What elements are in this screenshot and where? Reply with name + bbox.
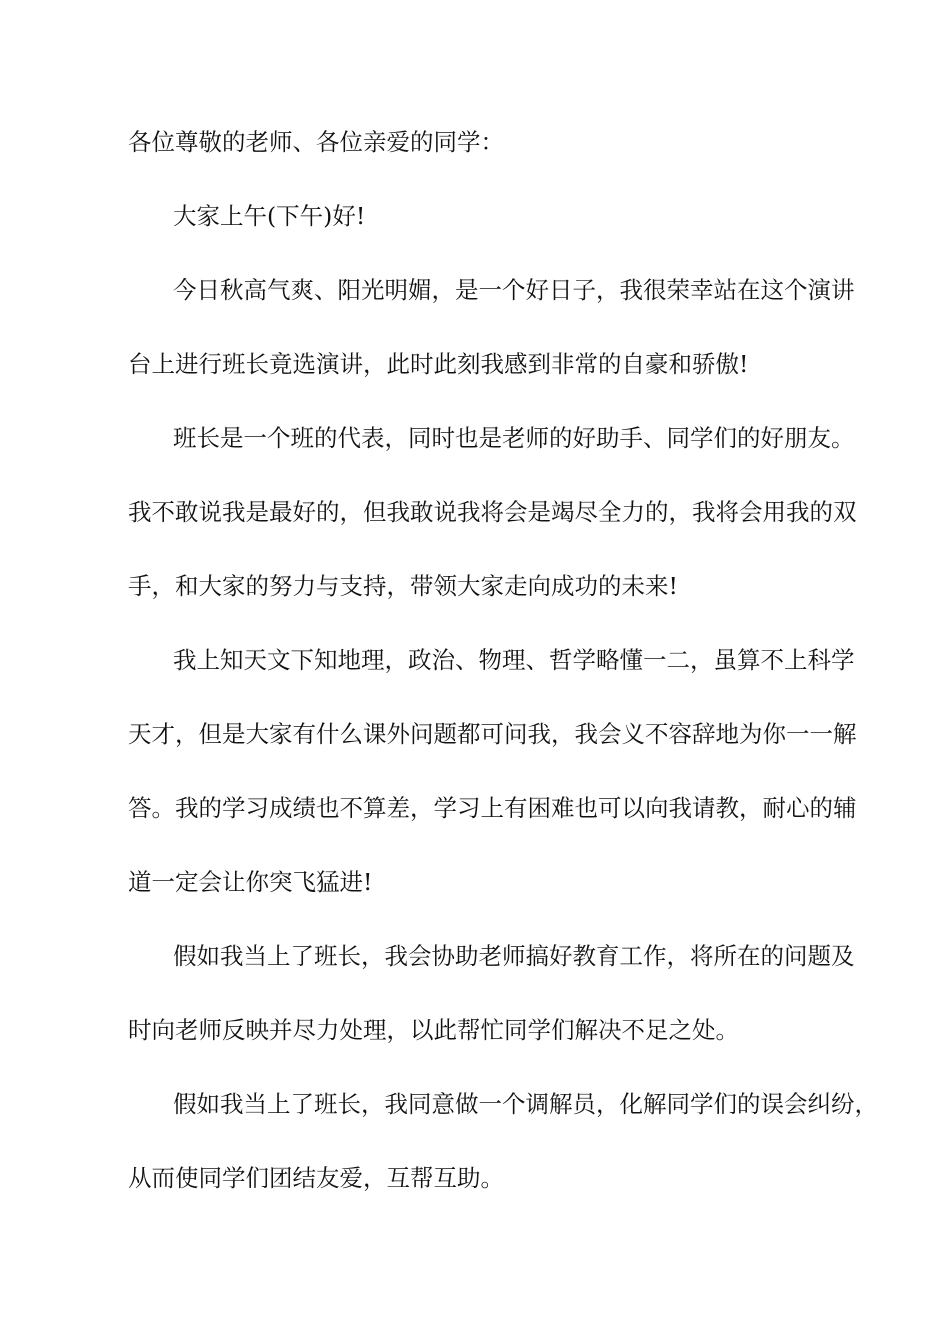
paragraph-3-line-1: 我上知天文下知地理，政治、物理、哲学略懂一二，虽算不上科学 [173,646,855,674]
paragraph-1-line-1: 今日秋高气爽、阳光明媚，是一个好日子，我很荣幸站在这个演讲 [173,276,855,304]
paragraph-5-line-1: 假如我当上了班长，我同意做一个调解员，化解同学们的误会纠纷， [173,1090,878,1118]
paragraph-3-line-2: 天才，但是大家有什么课外问题都可问我，我会义不容辞地为你一一解 [128,720,857,748]
paragraph-3-line-4: 道一定会让你突飞猛进! [128,868,373,896]
paragraph-5-line-2: 从而使同学们团结友爱，互帮互助。 [128,1164,504,1192]
greeting-line: 大家上午(下午)好! [173,202,366,230]
paragraph-4-line-1: 假如我当上了班长，我会协助老师搞好教育工作，将所在的问题及 [173,942,855,970]
paragraph-4-line-2: 时向老师反映并尽力处理，以此帮忙同学们解决不足之处。 [128,1016,739,1044]
paragraph-2-line-1: 班长是一个班的代表，同时也是老师的好助手、同学们的好朋友。 [173,424,855,452]
paragraph-2-line-3: 手，和大家的努力与支持，带领大家走向成功的未来! [128,572,678,600]
salutation-line: 各位尊敬的老师、各位亲爱的同学： [128,128,504,156]
paragraph-3-line-3: 答。我的学习成绩也不算差，学习上有困难也可以向我请教，耐心的辅 [128,794,857,822]
paragraph-1-line-2: 台上进行班长竟选演讲，此时此刻我感到非常的自豪和骄傲! [128,350,749,378]
paragraph-2-line-2: 我不敢说我是最好的，但我敢说我将会是竭尽全力的，我将会用我的双 [128,498,857,526]
